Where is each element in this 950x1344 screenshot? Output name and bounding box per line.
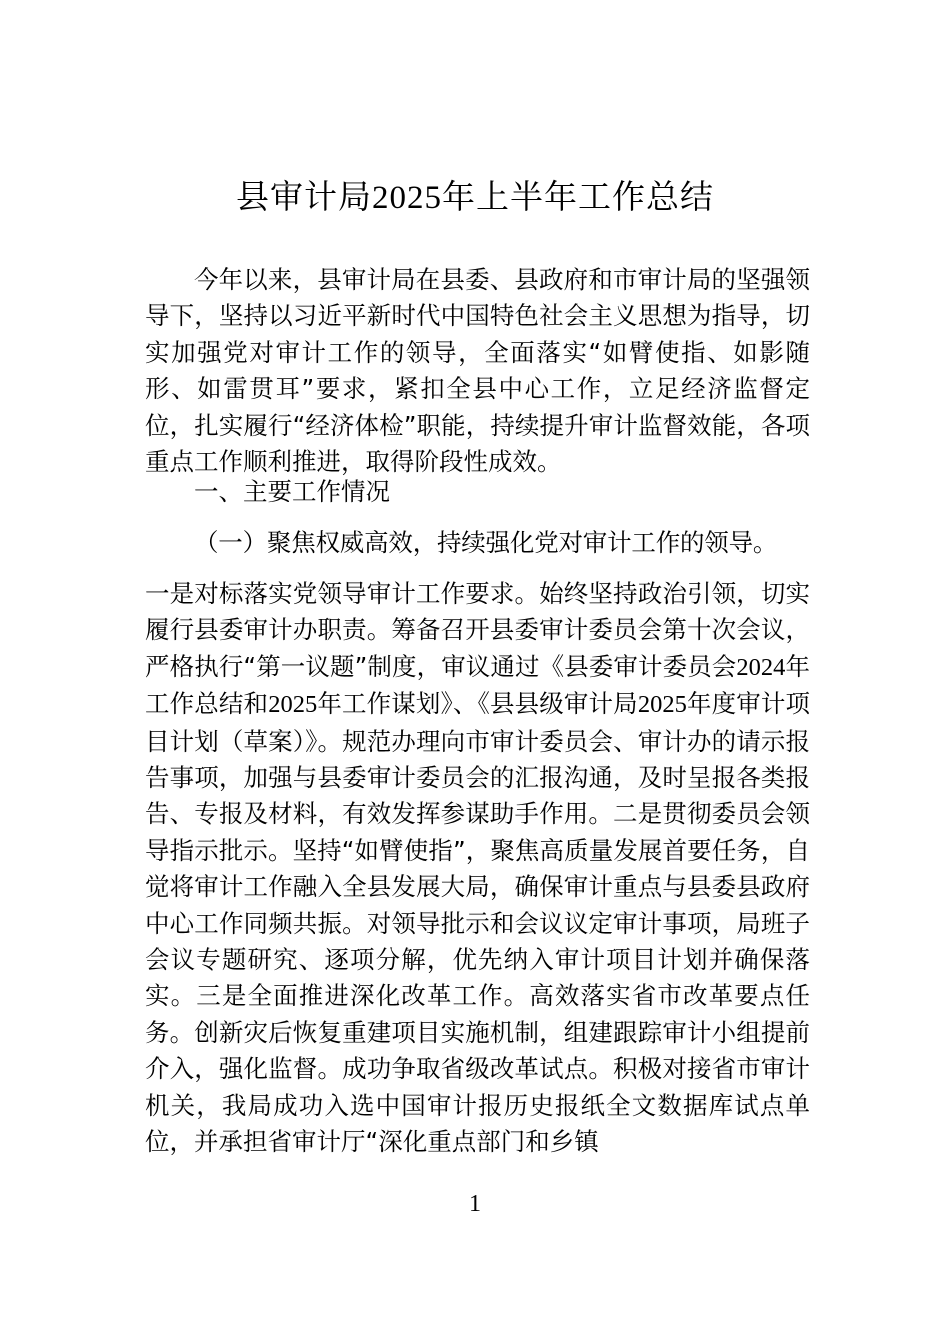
page-number: 1 — [469, 1191, 481, 1217]
subsection-heading: （一）聚焦权威高效，持续强化党对审计工作的领导。 — [194, 528, 778, 557]
intro-paragraph: 今年以来，县审计局在县委、县政府和市审计局的坚强领导下，坚持以习近平新时代中国特色社会主义思想为指导，切实加强党对审计工作的领导，全面落实“如臂使指、如影随形、如雷贯耳”要求，紧扣全县中心工作，立足经济监督定位，扎实履行“经济体检”职能，持续提升审计监督效能，各项重点工作顺利推进，取得阶段性成效。 — [145, 265, 810, 477]
section-heading: 一、主要工作情况 — [194, 477, 390, 506]
main-paragraph: 一是对标落实党领导审计工作要求。始终坚持政治引领，切实履行县委审计办职责。筹备召开县委审计委员会第十次会议，严格执行“第一议题”制度，审议通过《县委审计委员会2024年工作总结和2025年工作谋划》、《县县级审计局2025年度审计项目计划（草案）》。规范办理向市审计委员会、审计办的请示报告事项，加强与县委审计委员会的汇报沟通，及时呈报各类报告、专报及材料，有效发挥参谋助手作用。二是贯彻委员会领导指示批示。坚持“如臂使指”，聚焦高质量发展首要任务，自觉将审计工作融入全县发展大局，确保审计重点与县委县政府中心工作同频共振。对领导批示和会议议定审计事项，局班子会议专题研究、逐项分解，优先纳入审计项目计划并确保落实。三是全面推进深化改革工作。高效落实省市改革要点任务。创新灾后恢复重建项目实施机制，组建跟踪审计小组提前介入，强化监督。成功争取省级改革试点。积极对接省市审计机关，我局成功入选中国审计报历史报纸全文数据库试点单位，并承担省审计厅“深化重点部门和乡镇 — [145, 579, 811, 1157]
document-title: 县审计局2025年上半年工作总结 — [236, 177, 714, 216]
